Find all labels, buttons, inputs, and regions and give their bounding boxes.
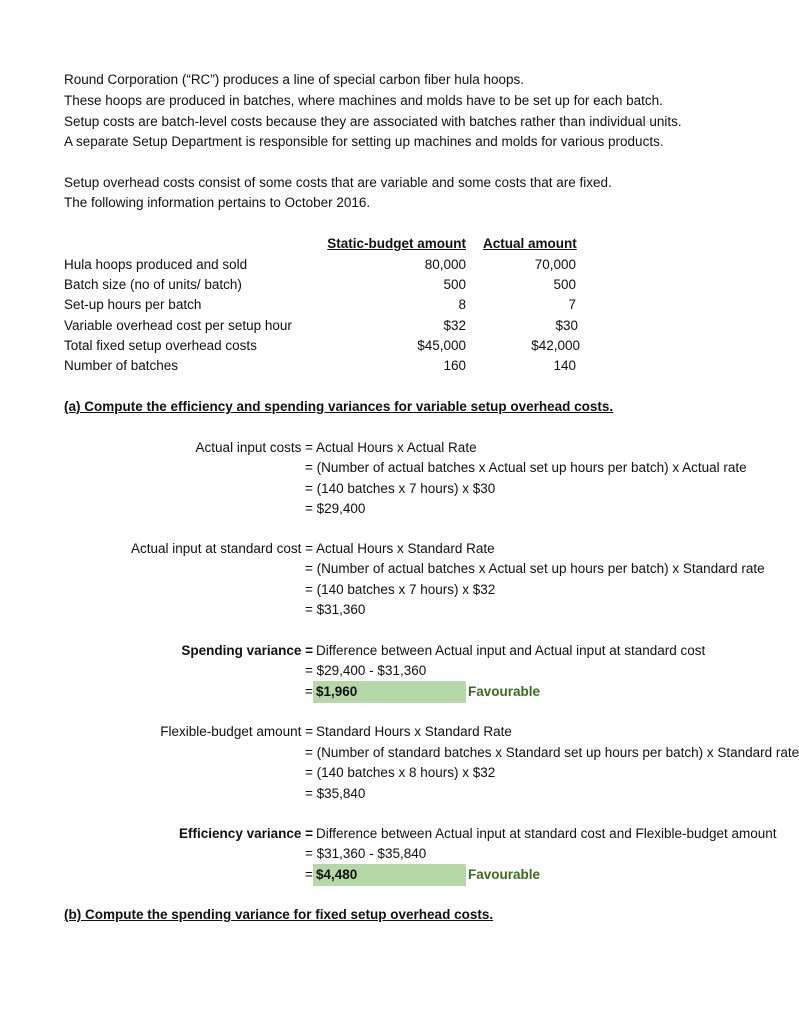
calc-label: Flexible-budget amount = — [160, 724, 313, 739]
actual-amount-header: Actual amount — [483, 236, 577, 251]
table-cell-static: 500 — [443, 277, 466, 292]
intro-line: Round Corporation (“RC”) produces a line of special carbon fiber hula hoops. — [64, 72, 524, 87]
table-cell-actual: 500 — [553, 277, 576, 292]
calc-line: Standard Hours x Standard Rate — [316, 724, 512, 739]
table-cell-actual: $30 — [555, 318, 578, 333]
efficiency-variance-status: Favourable — [468, 867, 541, 882]
intro-line: These hoops are produced in batches, where machines and molds have to be set up for each batch. — [64, 93, 663, 108]
calc-line: = (140 batches x 7 hours) x $32 — [305, 582, 496, 597]
calc-label: Actual input at standard cost = — [131, 541, 313, 556]
table-row-label: Variable overhead cost per setup hour — [64, 318, 292, 333]
table-cell-actual: 70,000 — [534, 257, 576, 272]
table-cell-actual: 140 — [553, 358, 576, 373]
table-cell-actual: $42,000 — [531, 338, 580, 353]
result-prefix: = — [305, 684, 313, 699]
spending-variance-value: $1,960 — [316, 684, 358, 699]
table-cell-static: 80,000 — [424, 257, 466, 272]
intro-line: The following information pertains to October 2016. — [64, 195, 371, 210]
table-row-label: Number of batches — [64, 358, 179, 373]
calc-line: Actual Hours x Standard Rate — [316, 541, 495, 556]
calc-line: = (Number of standard batches x Standard set up hours per batch) x Standard rate — [305, 745, 799, 760]
part-a-heading: (a) Compute the efficiency and spending variances for variable setup overhead costs. — [64, 399, 614, 414]
efficiency-variance-value: $4,480 — [316, 867, 358, 882]
calc-line: = $31,360 — [305, 602, 366, 617]
spending-variance-label: Spending variance = — [181, 643, 313, 658]
calc-line: = (140 batches x 7 hours) x $30 — [305, 481, 496, 496]
table-cell-static: 8 — [458, 297, 466, 312]
intro-line: Setup costs are batch-level costs because they are associated with batches rather than individual units. — [64, 114, 682, 129]
calc-line: Actual Hours x Actual Rate — [316, 440, 477, 455]
spending-variance-status: Favourable — [468, 684, 541, 699]
result-prefix: = — [305, 867, 313, 882]
table-cell-actual: 7 — [568, 297, 576, 312]
calc-line: = $29,400 — [305, 501, 366, 516]
calc-line: Difference between Actual input at standard cost and Flexible-budget amount — [316, 826, 777, 841]
calc-line: = (Number of actual batches x Actual set up hours per batch) x Standard rate — [305, 561, 765, 576]
intro-line: Setup overhead costs consist of some costs that are variable and some costs that are fixed. — [64, 175, 612, 190]
intro-line: A separate Setup Department is responsible for setting up machines and molds for various products. — [64, 134, 664, 149]
static-budget-header: Static-budget amount — [327, 236, 466, 251]
calc-line: = $31,360 - $35,840 — [305, 846, 427, 861]
calc-line: = $35,840 — [305, 786, 366, 801]
table-row-label: Batch size (no of units/ batch) — [64, 277, 242, 292]
table-cell-static: $45,000 — [417, 338, 466, 353]
calc-line: = $29,400 - $31,360 — [305, 663, 427, 678]
table-row-label: Total fixed setup overhead costs — [64, 338, 257, 353]
calc-label: Actual input costs = — [195, 440, 313, 455]
table-row-label: Set-up hours per batch — [64, 297, 202, 312]
calc-line: = (Number of actual batches x Actual set up hours per batch) x Actual rate — [305, 460, 747, 475]
efficiency-variance-label: Efficiency variance = — [179, 826, 313, 841]
calc-line: = (140 batches x 8 hours) x $32 — [305, 765, 496, 780]
part-b-heading: (b) Compute the spending variance for fixed setup overhead costs. — [64, 907, 494, 922]
table-cell-static: $32 — [443, 318, 466, 333]
table-cell-static: 160 — [443, 358, 466, 373]
calc-line: Difference between Actual input and Actual input at standard cost — [316, 643, 706, 658]
table-row-label: Hula hoops produced and sold — [64, 257, 248, 272]
